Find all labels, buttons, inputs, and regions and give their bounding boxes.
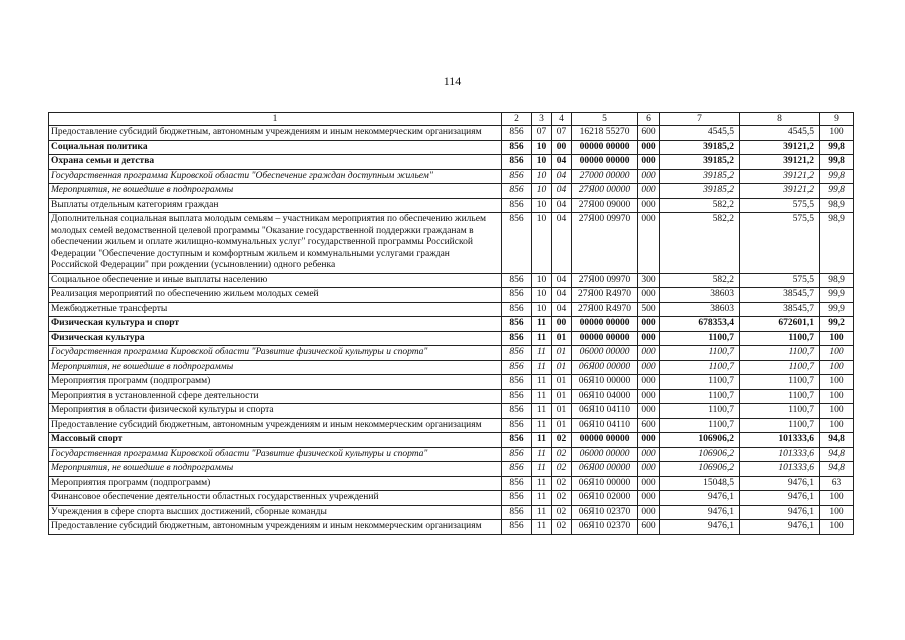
- target-article-cell: 00000 00000: [572, 331, 638, 346]
- subsection-cell: 04: [552, 198, 572, 213]
- executed-amount-cell: 39121,2: [740, 169, 820, 184]
- section-cell: 11: [532, 491, 552, 506]
- subsection-cell: 02: [552, 433, 572, 448]
- table-row: [49, 375, 854, 390]
- expense-type-cell: 000: [638, 491, 660, 506]
- row-name-cell: Предоставление субсидий бюджетным, автономным учреждениям и иным некоммерческим организациям: [49, 418, 502, 433]
- budget-table: [48, 112, 854, 535]
- percent-cell: 63: [820, 476, 854, 491]
- expense-type-cell: 000: [638, 404, 660, 419]
- expense-type-cell: 600: [638, 126, 660, 141]
- section-cell: 11: [532, 360, 552, 375]
- admin-code-cell: 856: [502, 288, 532, 303]
- planned-amount-cell: 39185,2: [660, 155, 740, 170]
- row-name-cell: Физическая культура: [49, 331, 502, 346]
- percent-cell: 100: [820, 418, 854, 433]
- admin-code-cell: 856: [502, 520, 532, 535]
- subsection-cell: 01: [552, 331, 572, 346]
- subsection-cell: 07: [552, 126, 572, 141]
- expense-type-cell: 000: [638, 389, 660, 404]
- table-body: [49, 113, 854, 535]
- percent-cell: 94,8: [820, 462, 854, 477]
- table-row: [49, 404, 854, 419]
- target-article-cell: 16218 55270: [572, 126, 638, 141]
- planned-amount-cell: 582,2: [660, 273, 740, 288]
- executed-amount-cell: 39121,2: [740, 140, 820, 155]
- executed-amount-cell: 9476,1: [740, 491, 820, 506]
- table-row: [49, 302, 854, 317]
- column-header: 3: [532, 113, 552, 126]
- executed-amount-cell: 575,5: [740, 198, 820, 213]
- planned-amount-cell: 38603: [660, 302, 740, 317]
- target-article-cell: 00000 00000: [572, 140, 638, 155]
- section-cell: 11: [532, 389, 552, 404]
- subsection-cell: 02: [552, 476, 572, 491]
- target-article-cell: 27Я00 R4970: [572, 302, 638, 317]
- planned-amount-cell: 38603: [660, 288, 740, 303]
- target-article-cell: 06Я10 02370: [572, 520, 638, 535]
- admin-code-cell: 856: [502, 273, 532, 288]
- target-article-cell: 06Я10 02000: [572, 491, 638, 506]
- expense-type-cell: 000: [638, 375, 660, 390]
- planned-amount-cell: 1100,7: [660, 375, 740, 390]
- admin-code-cell: 856: [502, 491, 532, 506]
- planned-amount-cell: 1100,7: [660, 389, 740, 404]
- planned-amount-cell: 9476,1: [660, 491, 740, 506]
- percent-cell: 99,8: [820, 140, 854, 155]
- target-article-cell: 06Я10 04000: [572, 389, 638, 404]
- planned-amount-cell: 1100,7: [660, 418, 740, 433]
- subsection-cell: 02: [552, 491, 572, 506]
- table-row: [49, 505, 854, 520]
- column-header: 8: [740, 113, 820, 126]
- percent-cell: 98,9: [820, 273, 854, 288]
- expense-type-cell: 000: [638, 447, 660, 462]
- percent-cell: 98,9: [820, 213, 854, 274]
- planned-amount-cell: 106906,2: [660, 462, 740, 477]
- percent-cell: 100: [820, 331, 854, 346]
- row-name-cell: Предоставление субсидий бюджетным, автономным учреждениям и иным некоммерческим организациям: [49, 126, 502, 141]
- row-name-cell: Мероприятия программ (подпрограмм): [49, 476, 502, 491]
- percent-cell: 100: [820, 520, 854, 535]
- section-cell: 10: [532, 169, 552, 184]
- section-cell: 11: [532, 375, 552, 390]
- executed-amount-cell: 1100,7: [740, 346, 820, 361]
- percent-cell: 100: [820, 375, 854, 390]
- row-name-cell: Выплаты отдельным категориям граждан: [49, 198, 502, 213]
- section-cell: 11: [532, 433, 552, 448]
- planned-amount-cell: 1100,7: [660, 360, 740, 375]
- admin-code-cell: 856: [502, 346, 532, 361]
- admin-code-cell: 856: [502, 447, 532, 462]
- table-row: [49, 418, 854, 433]
- row-name-cell: Дополнительная социальная выплата молодым семьям – участникам мероприятия по обеспечению жильем молодых семей ведомственной целевой программы "Оказание государственной поддержки гражданам в обеспечении жильем и оплате жилищно-коммунальных услуг" государственной программы Российской Федерации "Обеспечение доступным и комфортным жильем и коммунальными услугами граждан Российской Федерации" при рождении (усыновлении) одного ребенка: [49, 213, 502, 274]
- planned-amount-cell: 39185,2: [660, 169, 740, 184]
- column-header: 6: [638, 113, 660, 126]
- admin-code-cell: 856: [502, 169, 532, 184]
- percent-cell: 94,8: [820, 433, 854, 448]
- admin-code-cell: 856: [502, 375, 532, 390]
- executed-amount-cell: 9476,1: [740, 476, 820, 491]
- row-name-cell: Мероприятия, не вошедшие в подпрограммы: [49, 462, 502, 477]
- subsection-cell: 02: [552, 505, 572, 520]
- subsection-cell: 04: [552, 288, 572, 303]
- row-name-cell: Межбюджетные трансферты: [49, 302, 502, 317]
- expense-type-cell: 600: [638, 520, 660, 535]
- executed-amount-cell: 101333,6: [740, 447, 820, 462]
- expense-type-cell: 000: [638, 331, 660, 346]
- table-row: [49, 520, 854, 535]
- target-article-cell: 27Я00 09970: [572, 213, 638, 274]
- column-header: 5: [572, 113, 638, 126]
- target-article-cell: 00000 00000: [572, 155, 638, 170]
- admin-code-cell: 856: [502, 302, 532, 317]
- expense-type-cell: 000: [638, 360, 660, 375]
- planned-amount-cell: 1100,7: [660, 404, 740, 419]
- planned-amount-cell: 1100,7: [660, 331, 740, 346]
- planned-amount-cell: 9476,1: [660, 505, 740, 520]
- percent-cell: 99,9: [820, 288, 854, 303]
- row-name-cell: Финансовое обеспечение деятельности областных государственных учреждений: [49, 491, 502, 506]
- admin-code-cell: 856: [502, 331, 532, 346]
- table-row: [49, 331, 854, 346]
- target-article-cell: 06Я00 00000: [572, 462, 638, 477]
- column-header: 4: [552, 113, 572, 126]
- table-row: [49, 198, 854, 213]
- target-article-cell: 06000 00000: [572, 346, 638, 361]
- subsection-cell: 01: [552, 404, 572, 419]
- expense-type-cell: 000: [638, 317, 660, 332]
- table-row: [49, 126, 854, 141]
- subsection-cell: 01: [552, 418, 572, 433]
- table-row: [49, 140, 854, 155]
- table-row: [49, 169, 854, 184]
- table-row: [49, 184, 854, 199]
- row-name-cell: Массовый спорт: [49, 433, 502, 448]
- executed-amount-cell: 1100,7: [740, 418, 820, 433]
- section-cell: 11: [532, 505, 552, 520]
- target-article-cell: 00000 00000: [572, 317, 638, 332]
- percent-cell: 99,8: [820, 155, 854, 170]
- subsection-cell: 04: [552, 273, 572, 288]
- target-article-cell: 06Я10 00000: [572, 476, 638, 491]
- section-cell: 11: [532, 418, 552, 433]
- table-row: [49, 288, 854, 303]
- row-name-cell: Государственная программа Кировской области "Развитие физической культуры и спорта": [49, 346, 502, 361]
- subsection-cell: 01: [552, 375, 572, 390]
- section-cell: 10: [532, 288, 552, 303]
- section-cell: 11: [532, 520, 552, 535]
- executed-amount-cell: 39121,2: [740, 184, 820, 199]
- subsection-cell: 01: [552, 360, 572, 375]
- expense-type-cell: 000: [638, 184, 660, 199]
- section-cell: 07: [532, 126, 552, 141]
- percent-cell: 100: [820, 491, 854, 506]
- expense-type-cell: 000: [638, 505, 660, 520]
- expense-type-cell: 000: [638, 462, 660, 477]
- percent-cell: 100: [820, 360, 854, 375]
- planned-amount-cell: 582,2: [660, 213, 740, 274]
- target-article-cell: 27Я00 R4970: [572, 288, 638, 303]
- section-cell: 11: [532, 317, 552, 332]
- executed-amount-cell: 38545,7: [740, 302, 820, 317]
- planned-amount-cell: 106906,2: [660, 447, 740, 462]
- percent-cell: 99,9: [820, 302, 854, 317]
- row-name-cell: Мероприятия в области физической культуры и спорта: [49, 404, 502, 419]
- executed-amount-cell: 9476,1: [740, 505, 820, 520]
- subsection-cell: 04: [552, 155, 572, 170]
- expense-type-cell: 000: [638, 169, 660, 184]
- executed-amount-cell: 101333,6: [740, 462, 820, 477]
- expense-type-cell: 000: [638, 346, 660, 361]
- percent-cell: 99,8: [820, 169, 854, 184]
- expense-type-cell: 000: [638, 433, 660, 448]
- target-article-cell: 27Я00 00000: [572, 184, 638, 199]
- section-cell: 10: [532, 302, 552, 317]
- table-row: [49, 360, 854, 375]
- percent-cell: 99,2: [820, 317, 854, 332]
- section-cell: 11: [532, 447, 552, 462]
- subsection-cell: 04: [552, 213, 572, 274]
- executed-amount-cell: 1100,7: [740, 331, 820, 346]
- table-row: [49, 155, 854, 170]
- target-article-cell: 06Я10 04110: [572, 404, 638, 419]
- row-name-cell: Государственная программа Кировской области "Развитие физической культуры и спорта": [49, 447, 502, 462]
- expense-type-cell: 300: [638, 273, 660, 288]
- percent-cell: 100: [820, 126, 854, 141]
- expense-type-cell: 000: [638, 476, 660, 491]
- executed-amount-cell: 39121,2: [740, 155, 820, 170]
- page-number: 114: [443, 74, 462, 88]
- executed-amount-cell: 575,5: [740, 273, 820, 288]
- admin-code-cell: 856: [502, 126, 532, 141]
- planned-amount-cell: 39185,2: [660, 140, 740, 155]
- subsection-cell: 01: [552, 389, 572, 404]
- planned-amount-cell: 106906,2: [660, 433, 740, 448]
- target-article-cell: 06Я00 00000: [572, 360, 638, 375]
- section-cell: 10: [532, 184, 552, 199]
- expense-type-cell: 000: [638, 213, 660, 274]
- subsection-cell: 04: [552, 184, 572, 199]
- target-article-cell: 06Я10 02370: [572, 505, 638, 520]
- subsection-cell: 00: [552, 140, 572, 155]
- row-name-cell: Учреждения в сфере спорта высших достижений, сборные команды: [49, 505, 502, 520]
- column-header: 2: [502, 113, 532, 126]
- row-name-cell: Государственная программа Кировской области "Обеспечение граждан доступным жильем": [49, 169, 502, 184]
- subsection-cell: 00: [552, 317, 572, 332]
- table-header-row: [49, 113, 854, 126]
- table-row: [49, 346, 854, 361]
- table-row: [49, 317, 854, 332]
- subsection-cell: 02: [552, 447, 572, 462]
- section-cell: 11: [532, 476, 552, 491]
- section-cell: 10: [532, 140, 552, 155]
- admin-code-cell: 856: [502, 184, 532, 199]
- admin-code-cell: 856: [502, 155, 532, 170]
- table-row: [49, 213, 854, 274]
- percent-cell: 94,8: [820, 447, 854, 462]
- percent-cell: 100: [820, 346, 854, 361]
- executed-amount-cell: 101333,6: [740, 433, 820, 448]
- row-name-cell: Мероприятия, не вошедшие в подпрограммы: [49, 360, 502, 375]
- admin-code-cell: 856: [502, 462, 532, 477]
- percent-cell: 99,8: [820, 184, 854, 199]
- admin-code-cell: 856: [502, 404, 532, 419]
- row-name-cell: Мероприятия в установленной сфере деятельности: [49, 389, 502, 404]
- admin-code-cell: 856: [502, 140, 532, 155]
- table-row: [49, 389, 854, 404]
- subsection-cell: 04: [552, 302, 572, 317]
- executed-amount-cell: 672601,1: [740, 317, 820, 332]
- column-header: 7: [660, 113, 740, 126]
- table-row: [49, 433, 854, 448]
- target-article-cell: 27Я00 09000: [572, 198, 638, 213]
- row-name-cell: Предоставление субсидий бюджетным, автономным учреждениям и иным некоммерческим организациям: [49, 520, 502, 535]
- executed-amount-cell: 4545,5: [740, 126, 820, 141]
- admin-code-cell: 856: [502, 418, 532, 433]
- executed-amount-cell: 38545,7: [740, 288, 820, 303]
- planned-amount-cell: 4545,5: [660, 126, 740, 141]
- section-cell: 11: [532, 331, 552, 346]
- executed-amount-cell: 1100,7: [740, 360, 820, 375]
- target-article-cell: 06Я10 00000: [572, 375, 638, 390]
- table-row: [49, 447, 854, 462]
- admin-code-cell: 856: [502, 433, 532, 448]
- row-name-cell: Мероприятия программ (подпрограмм): [49, 375, 502, 390]
- subsection-cell: 02: [552, 520, 572, 535]
- admin-code-cell: 856: [502, 213, 532, 274]
- executed-amount-cell: 1100,7: [740, 375, 820, 390]
- row-name-cell: Охрана семьи и детства: [49, 155, 502, 170]
- admin-code-cell: 856: [502, 389, 532, 404]
- section-cell: 11: [532, 346, 552, 361]
- planned-amount-cell: 39185,2: [660, 184, 740, 199]
- planned-amount-cell: 15048,5: [660, 476, 740, 491]
- planned-amount-cell: 9476,1: [660, 520, 740, 535]
- subsection-cell: 04: [552, 169, 572, 184]
- executed-amount-cell: 575,5: [740, 213, 820, 274]
- section-cell: 10: [532, 273, 552, 288]
- table-row: [49, 476, 854, 491]
- percent-cell: 98,9: [820, 198, 854, 213]
- table-row: [49, 462, 854, 477]
- section-cell: 11: [532, 462, 552, 477]
- target-article-cell: 27000 00000: [572, 169, 638, 184]
- expense-type-cell: 600: [638, 418, 660, 433]
- row-name-cell: Реализация мероприятий по обеспечению жильем молодых семей: [49, 288, 502, 303]
- planned-amount-cell: 1100,7: [660, 346, 740, 361]
- percent-cell: 100: [820, 505, 854, 520]
- row-name-cell: Социальное обеспечение и иные выплаты населению: [49, 273, 502, 288]
- admin-code-cell: 856: [502, 198, 532, 213]
- executed-amount-cell: 1100,7: [740, 389, 820, 404]
- expense-type-cell: 000: [638, 198, 660, 213]
- section-cell: 10: [532, 155, 552, 170]
- row-name-cell: Социальная политика: [49, 140, 502, 155]
- percent-cell: 100: [820, 389, 854, 404]
- executed-amount-cell: 9476,1: [740, 520, 820, 535]
- subsection-cell: 01: [552, 346, 572, 361]
- target-article-cell: 06Я10 04110: [572, 418, 638, 433]
- row-name-cell: Физическая культура и спорт: [49, 317, 502, 332]
- admin-code-cell: 856: [502, 476, 532, 491]
- admin-code-cell: 856: [502, 505, 532, 520]
- subsection-cell: 02: [552, 462, 572, 477]
- row-name-cell: Мероприятия, не вошедшие в подпрограммы: [49, 184, 502, 199]
- planned-amount-cell: 582,2: [660, 198, 740, 213]
- section-cell: 10: [532, 213, 552, 274]
- expense-type-cell: 000: [638, 140, 660, 155]
- target-article-cell: 00000 00000: [572, 433, 638, 448]
- percent-cell: 100: [820, 404, 854, 419]
- expense-type-cell: 500: [638, 302, 660, 317]
- planned-amount-cell: 678353,4: [660, 317, 740, 332]
- target-article-cell: 06000 00000: [572, 447, 638, 462]
- table-row: [49, 491, 854, 506]
- section-cell: 11: [532, 404, 552, 419]
- column-header: 9: [820, 113, 854, 126]
- expense-type-cell: 000: [638, 155, 660, 170]
- table-row: [49, 273, 854, 288]
- section-cell: 10: [532, 198, 552, 213]
- target-article-cell: 27Я00 09970: [572, 273, 638, 288]
- admin-code-cell: 856: [502, 360, 532, 375]
- expense-type-cell: 000: [638, 288, 660, 303]
- admin-code-cell: 856: [502, 317, 532, 332]
- column-header: 1: [49, 113, 502, 126]
- executed-amount-cell: 1100,7: [740, 404, 820, 419]
